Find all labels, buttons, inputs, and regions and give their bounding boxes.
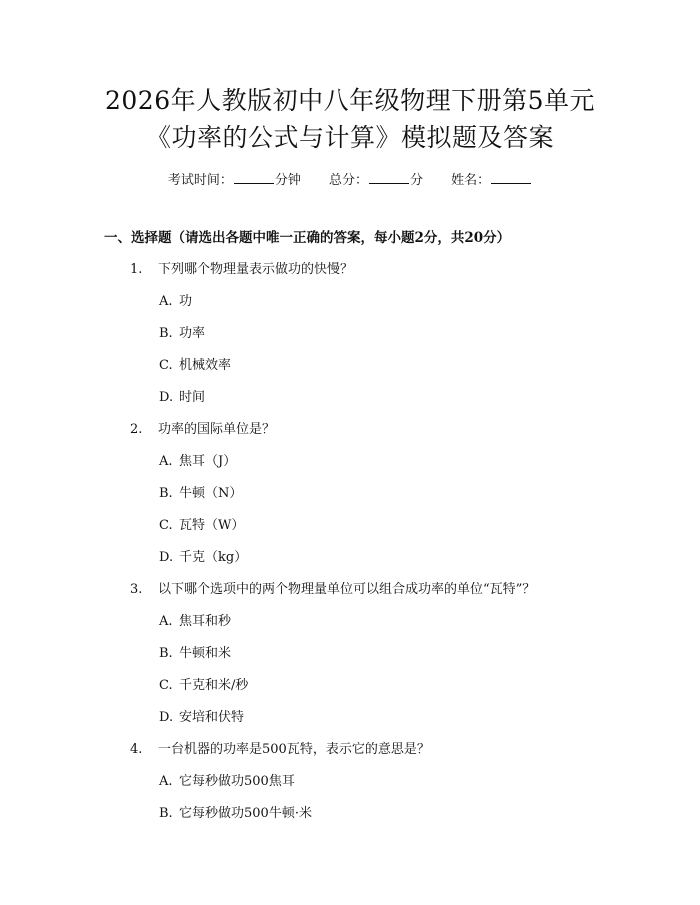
option bbox=[159, 517, 244, 535]
option bbox=[159, 805, 312, 823]
option bbox=[159, 773, 295, 791]
option-text: 功 bbox=[179, 294, 193, 309]
option-letter: C. bbox=[159, 518, 173, 533]
name-blank bbox=[491, 170, 531, 184]
option-text: 千克和米/秒 bbox=[179, 678, 249, 693]
question-number: 3. bbox=[130, 582, 143, 597]
question bbox=[130, 421, 275, 439]
score-blank bbox=[369, 170, 409, 184]
option-text: 它每秒做功500牛顿·米 bbox=[179, 806, 312, 821]
option-text: 机械效率 bbox=[179, 358, 232, 373]
option-letter: B. bbox=[159, 326, 173, 341]
option-letter: A. bbox=[159, 454, 173, 469]
option-letter: C. bbox=[159, 678, 173, 693]
question bbox=[130, 741, 430, 759]
time-label: 考试时间： bbox=[167, 173, 233, 188]
option-text: 瓦特（W） bbox=[179, 518, 245, 533]
option bbox=[159, 293, 192, 311]
option-letter: D. bbox=[159, 710, 174, 725]
exam-time bbox=[168, 170, 301, 190]
title-line-1: 2026年人教版初中八年级物理下册第5单元 bbox=[104, 86, 596, 115]
option bbox=[159, 709, 244, 727]
option-text: 千克（kg） bbox=[179, 550, 248, 565]
option bbox=[159, 325, 205, 343]
time-blank bbox=[234, 170, 274, 184]
option-text: 焦耳和秒 bbox=[179, 614, 232, 629]
option bbox=[159, 549, 247, 567]
option bbox=[159, 357, 231, 375]
option bbox=[159, 645, 231, 663]
option-letter: A. bbox=[159, 614, 173, 629]
section-heading: 一、选择题（请选出各题中唯一正确的答案，每小题2分，共20分） bbox=[104, 230, 511, 246]
score-unit: 分 bbox=[410, 173, 424, 188]
option-text: 牛顿和米 bbox=[179, 646, 232, 661]
option-letter: B. bbox=[159, 486, 173, 501]
option bbox=[159, 453, 236, 471]
question-text: 下列哪个物理量表示做功的快慢？ bbox=[158, 262, 354, 277]
exam-meta bbox=[0, 170, 700, 190]
name-label: 姓名： bbox=[451, 173, 491, 188]
question-text: 功率的国际单位是？ bbox=[158, 422, 276, 437]
option-letter: A. bbox=[159, 774, 173, 789]
student-name bbox=[451, 170, 532, 190]
option-letter: B. bbox=[159, 806, 173, 821]
question-number: 2. bbox=[130, 422, 143, 437]
question-number: 4. bbox=[130, 742, 143, 757]
option-text: 牛顿（N） bbox=[179, 486, 243, 501]
option bbox=[159, 485, 242, 503]
total-score bbox=[329, 170, 423, 190]
option bbox=[159, 677, 248, 695]
option-letter: A. bbox=[159, 294, 173, 309]
question-text: 一台机器的功率是500瓦特，表示它的意思是？ bbox=[158, 742, 430, 757]
option-letter: D. bbox=[159, 550, 174, 565]
option-text: 它每秒做功500焦耳 bbox=[179, 774, 295, 789]
option-text: 时间 bbox=[179, 390, 206, 405]
question bbox=[130, 581, 535, 599]
score-label: 总分： bbox=[328, 173, 368, 188]
option bbox=[159, 389, 205, 407]
title-line-2: 《功率的公式与计算》模拟题及答案 bbox=[145, 123, 554, 152]
time-unit: 分钟 bbox=[274, 173, 301, 188]
option-letter: D. bbox=[159, 390, 174, 405]
option-text: 安培和伏特 bbox=[179, 710, 245, 725]
question bbox=[130, 261, 353, 279]
option-text: 焦耳（J） bbox=[179, 454, 237, 469]
question-number: 1. bbox=[130, 262, 143, 277]
option bbox=[159, 613, 231, 631]
option-letter: C. bbox=[159, 358, 173, 373]
option-letter: B. bbox=[159, 646, 173, 661]
option-text: 功率 bbox=[179, 326, 206, 341]
question-text: 以下哪个选项中的两个物理量单位可以组合成功率的单位“瓦特”？ bbox=[158, 582, 536, 597]
